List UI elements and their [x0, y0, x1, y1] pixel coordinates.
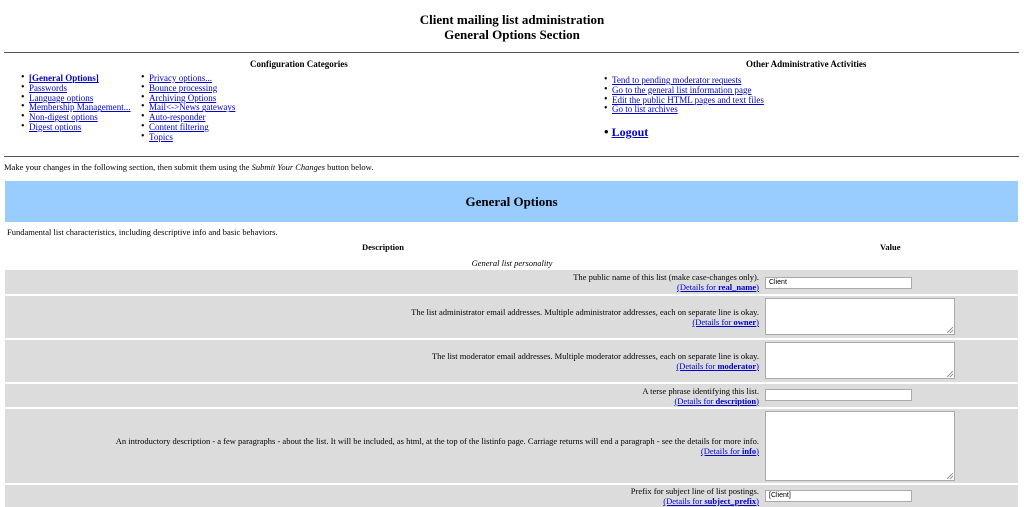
- owner-textarea[interactable]: [765, 298, 955, 335]
- link-general-list-info[interactable]: Go to the general list information page: [612, 84, 752, 95]
- config-item-digest-options: [21, 122, 130, 132]
- config-link-membership-management[interactable]: Membership Management...: [29, 102, 131, 113]
- description-input[interactable]: [765, 389, 912, 401]
- config-link-bounce-processing[interactable]: Bounce processing: [149, 82, 218, 93]
- moderator-textarea[interactable]: [765, 342, 955, 379]
- column-header-description: Description: [362, 242, 405, 252]
- option-text: Prefix for subject line of list postings.: [630, 486, 759, 496]
- option-description: [5, 270, 759, 294]
- config-link-mail-news-gateways[interactable]: Mail<->News gateways: [149, 102, 236, 113]
- link-pending-moderator-requests[interactable]: Tend to pending moderator requests: [612, 75, 742, 85]
- section-description: Fundamental list characteristics, including descriptive info and basic behaviors.: [7, 227, 278, 237]
- option-description: [5, 296, 759, 338]
- config-link-archiving-options[interactable]: Archiving Options: [149, 92, 217, 103]
- config-item-general-options: [21, 73, 130, 83]
- details-link-description[interactable]: (Details for description): [674, 395, 759, 406]
- config-link-auto-responder[interactable]: Auto-responder: [149, 112, 206, 123]
- column-header-value: Value: [880, 242, 901, 252]
- option-text: The list moderator email addresses. Multiple moderator addresses, each on separate line is okay.: [431, 351, 759, 361]
- option-description: [5, 384, 759, 407]
- other-item-edit-html: [604, 95, 764, 105]
- section-banner: General Options: [5, 181, 1018, 222]
- instructions-emph: Submit Your Changes: [251, 162, 326, 172]
- other-item-archives: [604, 104, 764, 114]
- option-text: An introductory description - a few paragraphs - about the list. It will be included, as html, at the top of the listinfo page. Carriage returns will end a paragraph - see the details for more info.: [115, 436, 759, 446]
- other-activities-list: [604, 75, 764, 114]
- top-divider: [4, 52, 1019, 53]
- option-description: [5, 340, 759, 382]
- option-row-real-name: [5, 270, 1018, 294]
- resize-grip-icon[interactable]: [947, 327, 953, 333]
- config-categories-col2: [141, 73, 235, 142]
- config-link-non-digest-options[interactable]: Non-digest options: [29, 112, 98, 123]
- link-list-archives[interactable]: Go to list archives: [612, 104, 678, 115]
- page-title: [0, 0, 1024, 42]
- subheading-personality: General list personality: [471, 258, 553, 268]
- logout-item: [604, 124, 648, 140]
- config-link-passwords[interactable]: Passwords: [29, 82, 68, 93]
- config-item-auto-responder: [141, 112, 235, 122]
- config-item-privacy-options: [141, 73, 235, 83]
- config-link-topics[interactable]: Topics: [149, 131, 173, 142]
- info-textarea[interactable]: [765, 411, 955, 481]
- config-categories-col1: [21, 73, 130, 132]
- page-title-line2: General Options Section: [444, 27, 580, 42]
- option-text: A terse phrase identifying this list.: [642, 385, 759, 396]
- config-link-language-options[interactable]: Language options: [29, 92, 94, 103]
- page-title-line1: Client mailing list administration: [419, 12, 605, 27]
- instructions-after: button below.: [325, 162, 374, 172]
- instructions-text: [4, 162, 373, 172]
- resize-grip-icon[interactable]: [947, 473, 953, 479]
- other-item-list-info: [604, 85, 764, 95]
- option-text: The public name of this list (make case-changes only).: [573, 272, 759, 282]
- config-item-non-digest-options: [21, 112, 130, 122]
- real-name-input[interactable]: Client: [765, 277, 912, 289]
- config-item-membership-management: [21, 102, 130, 112]
- option-row-owner: [5, 296, 1018, 338]
- option-text: The list administrator email addresses. Multiple administrator addresses, each on separate line is okay.: [411, 307, 759, 317]
- details-link-moderator[interactable]: (Details for moderator): [676, 361, 759, 371]
- middle-divider: [4, 156, 1019, 157]
- resize-grip-icon[interactable]: [947, 371, 953, 377]
- config-link-privacy-options[interactable]: Privacy options...: [149, 73, 212, 83]
- details-link-real-name[interactable]: (Details for real_name): [676, 282, 759, 292]
- config-item-bounce-processing: [141, 83, 235, 93]
- config-link-general-options[interactable]: [General Options]: [29, 73, 99, 83]
- details-link-owner[interactable]: (Details for owner): [692, 317, 759, 327]
- details-link-info[interactable]: (Details for info): [700, 446, 759, 456]
- config-item-mail-news-gateways: [141, 102, 235, 112]
- instructions-before: Make your changes in the following section, then submit them using the: [4, 162, 252, 172]
- config-item-archiving-options: [141, 93, 235, 103]
- link-edit-public-html[interactable]: Edit the public HTML pages and text files: [612, 94, 764, 105]
- option-row-subject-prefix: [5, 485, 1018, 507]
- option-row-moderator: [5, 340, 1018, 382]
- option-description: [5, 485, 759, 507]
- config-item-topics: [141, 132, 235, 142]
- option-row-info: [5, 409, 1018, 483]
- option-description: [5, 409, 759, 483]
- config-link-digest-options[interactable]: Digest options: [29, 121, 82, 132]
- other-activities-heading: Other Administrative Activities: [746, 59, 867, 69]
- details-link-subject-prefix[interactable]: (Details for subject_prefix): [663, 496, 759, 506]
- subject-prefix-input[interactable]: [Client]: [765, 490, 912, 502]
- config-link-content-filtering[interactable]: Content filtering: [149, 121, 209, 132]
- logout-link[interactable]: Logout: [611, 125, 649, 139]
- config-item-content-filtering: [141, 122, 235, 132]
- other-item-pending-requests: [604, 75, 764, 85]
- config-categories-heading: Configuration Categories: [250, 59, 348, 69]
- option-row-description: [5, 384, 1018, 407]
- config-item-language-options: [21, 93, 130, 103]
- config-item-passwords: [21, 83, 130, 93]
